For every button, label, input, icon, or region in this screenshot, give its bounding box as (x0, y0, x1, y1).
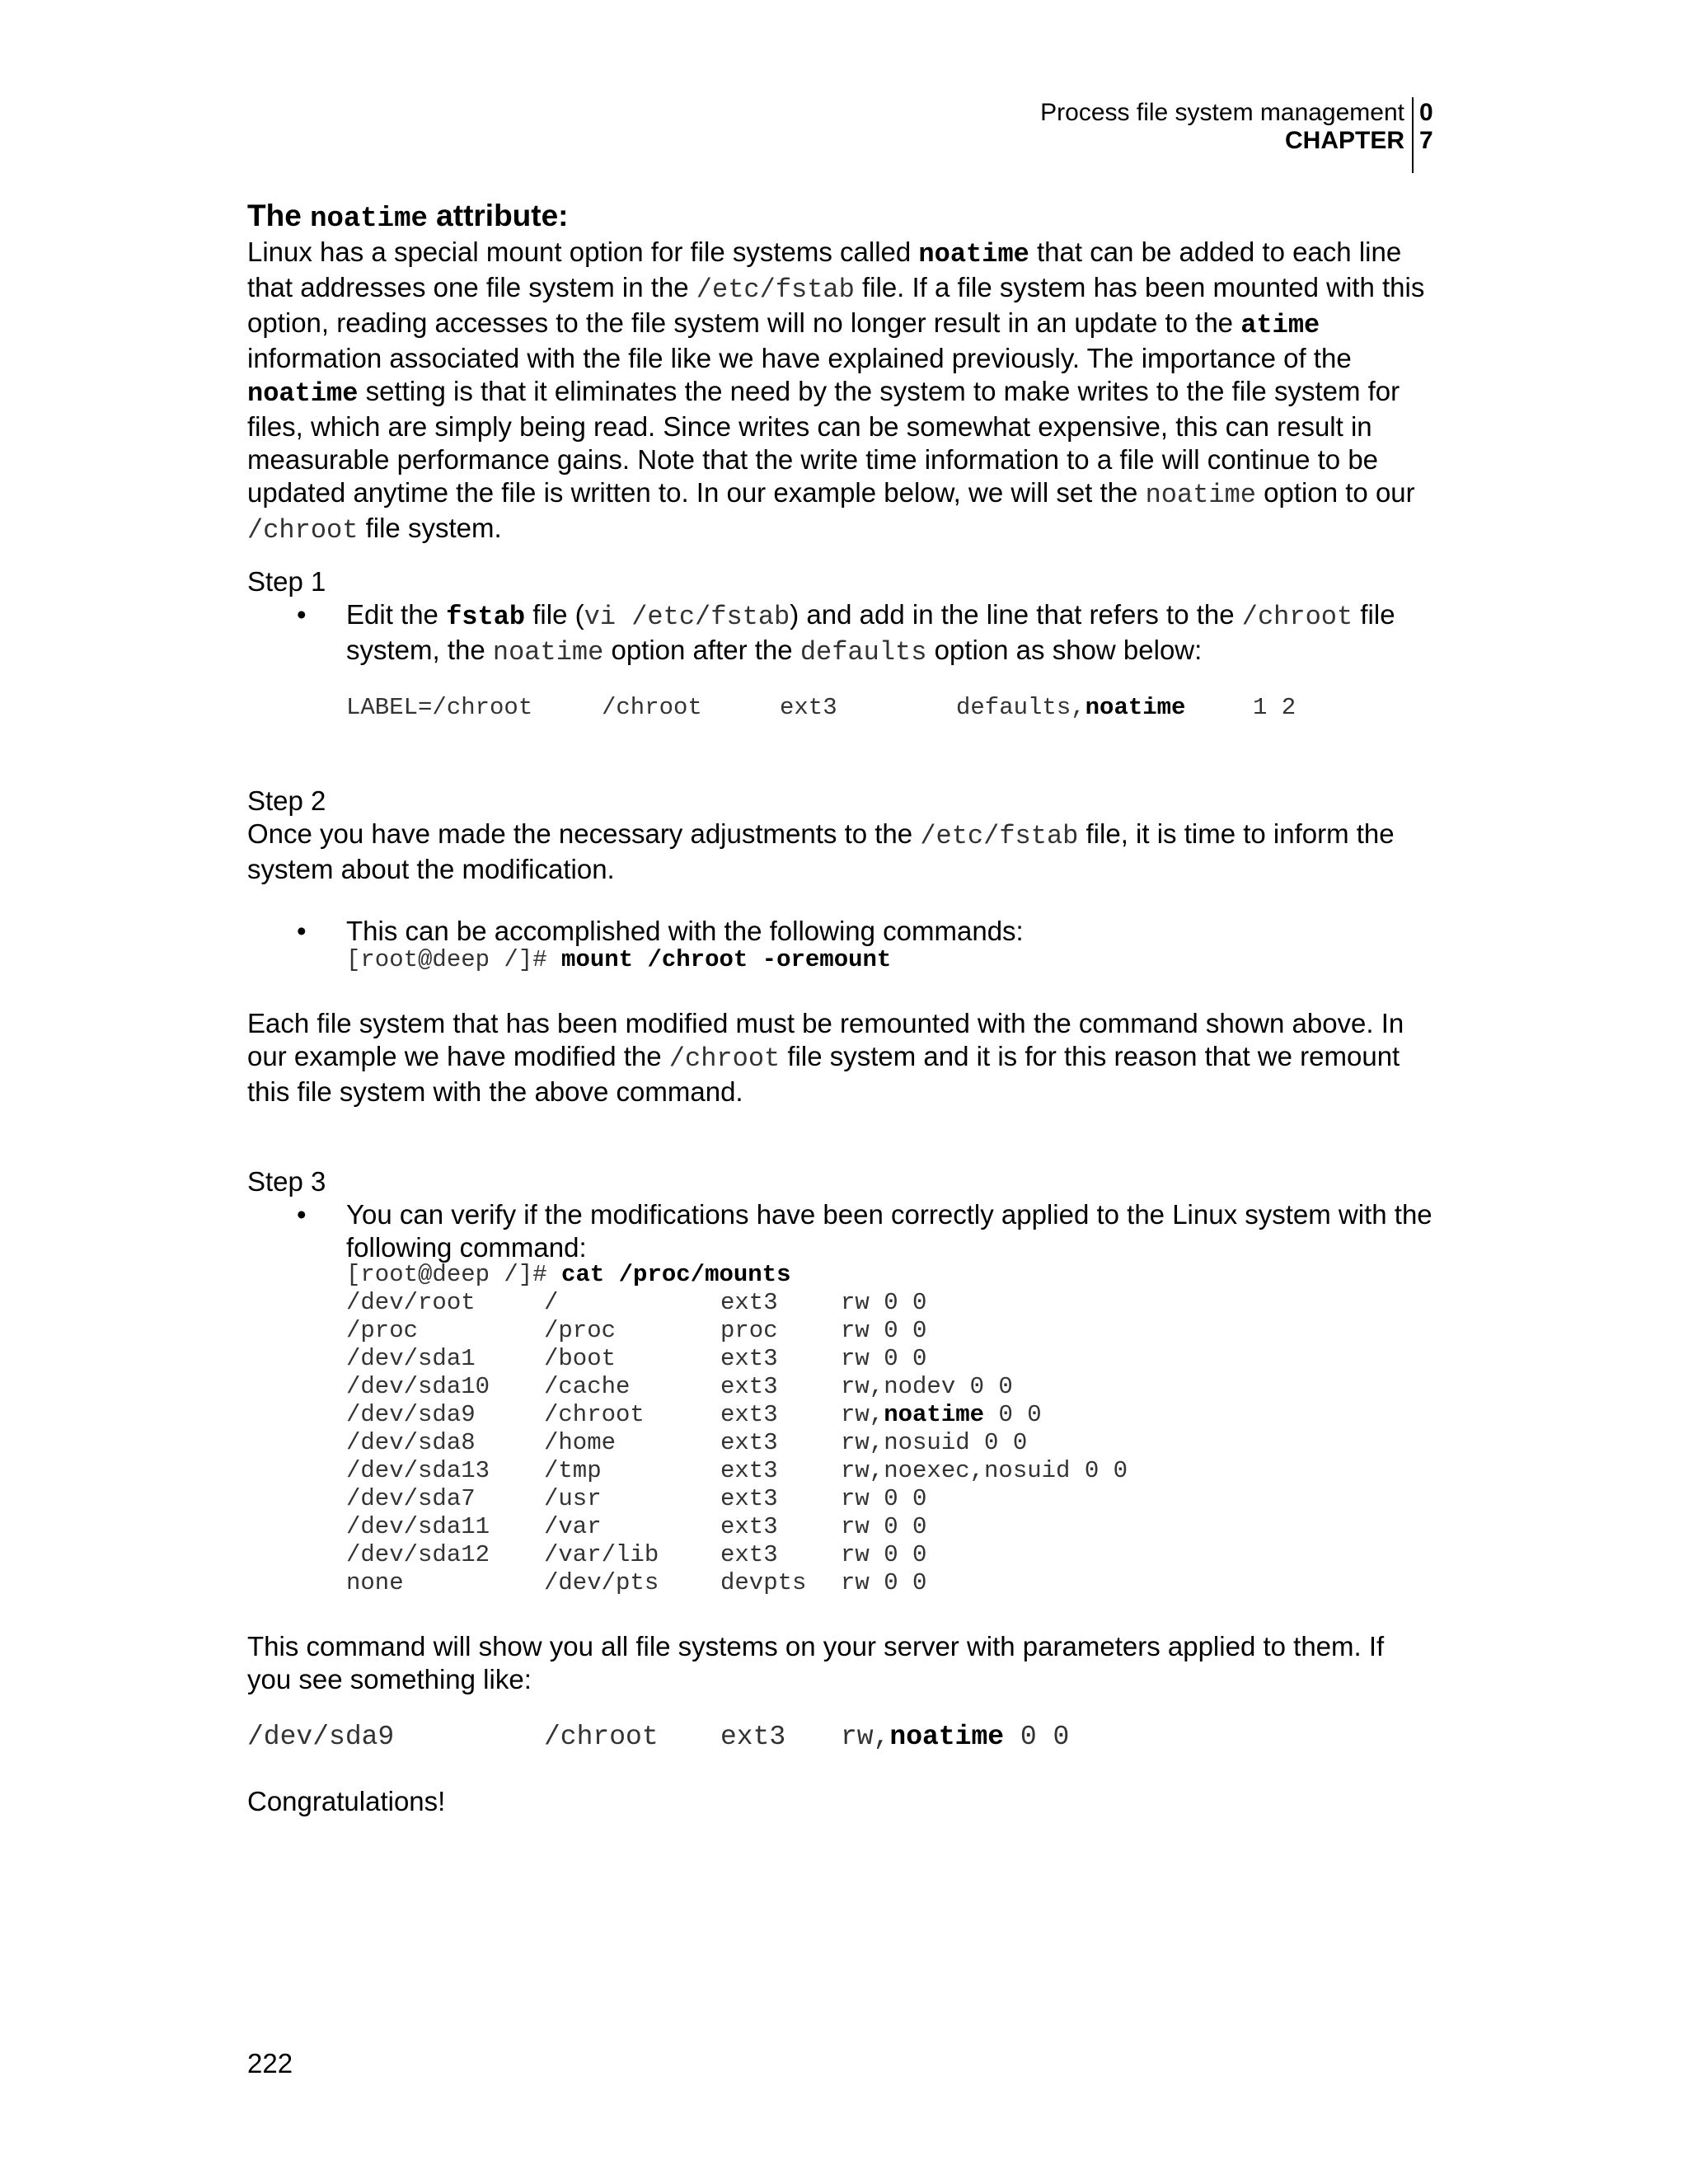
step-3-command: [root@deep /]# cat /proc/mounts (346, 1261, 791, 1288)
bullet-icon: • (297, 916, 307, 946)
page-number: 222 (247, 2048, 293, 2079)
step-2-followup: Each file system that has been modified must be remounted with the command shown above. In our example we have modified the /chroot file system and it is for this reason that we remount this file system with the above command. (247, 1008, 1404, 1107)
intro-paragraph: Linux has a special mount option for file systems called noatime that can be added to each line that addresses one file system in the /etc/fstab file. If a file system has been mounted with this option, reading accesses to the file system will no longer result in an update to the atime information associated with the file like we have explained previously. The importance of the noatime setting is that it eliminates the need by the system to make writes to the file system for files, which are simply being read. Since writes can be somewhat expensive, this can result in measurable performance gains. Note that the write time information to a file will continue to be updated anytime the file is written to. In our example below, we will set the noatime option to our /chroot file system. (247, 237, 1425, 546)
sample-fs: ext3 (720, 1722, 786, 1752)
step-2-command: [root@deep /]# mount /chroot -oremount (346, 946, 892, 973)
chapter-number-digit-2: 7 (1419, 127, 1433, 154)
step-1-bullet: • Edit the fstab file (vi /etc/fstab) and add in the line that refers to the /chroot file system, the noatime option after the defaults option as show below: (297, 599, 1395, 668)
step-3-followup: This command will show you all file systems on your server with parameters applied to them. If you see something like: (247, 1631, 1385, 1694)
running-header-chapter: CHAPTER (1284, 127, 1404, 154)
header-divider (1412, 97, 1414, 173)
step-2-bullet: • This can be accomplished with the following commands: (297, 916, 1024, 946)
step-3-label: Step 3 (247, 1166, 326, 1197)
fstab-mount: /chroot (602, 694, 702, 721)
bullet-icon: • (297, 599, 307, 630)
fstab-fs: ext3 (780, 694, 837, 721)
step-1-label: Step 1 (247, 566, 326, 597)
fstab-dump-pass: 1 2 (1253, 694, 1296, 721)
sample-mount: /chroot (544, 1722, 659, 1752)
step-2-label: Step 2 (247, 785, 326, 816)
sample-dev: /dev/sda9 (247, 1722, 395, 1752)
fstab-options: defaults,noatime (956, 694, 1186, 721)
step-3-bullet: • You can verify if the modifications have been correctly applied to the Linux system with the following command: (297, 1199, 1432, 1263)
sample-options: rw,noatime 0 0 (841, 1722, 1070, 1752)
running-header-title: Process file system management (1040, 99, 1404, 126)
section-heading: The noatime attribute: (247, 199, 569, 235)
fstab-label: LABEL=/chroot (346, 694, 533, 721)
step-2-paragraph: Once you have made the necessary adjustments to the /etc/fstab file, it is time to inform the system about the modification. (247, 818, 1395, 884)
congratulations-text: Congratulations! (247, 1786, 446, 1816)
bullet-icon: • (297, 1199, 307, 1230)
chapter-number-digit-1: 0 (1419, 99, 1433, 126)
